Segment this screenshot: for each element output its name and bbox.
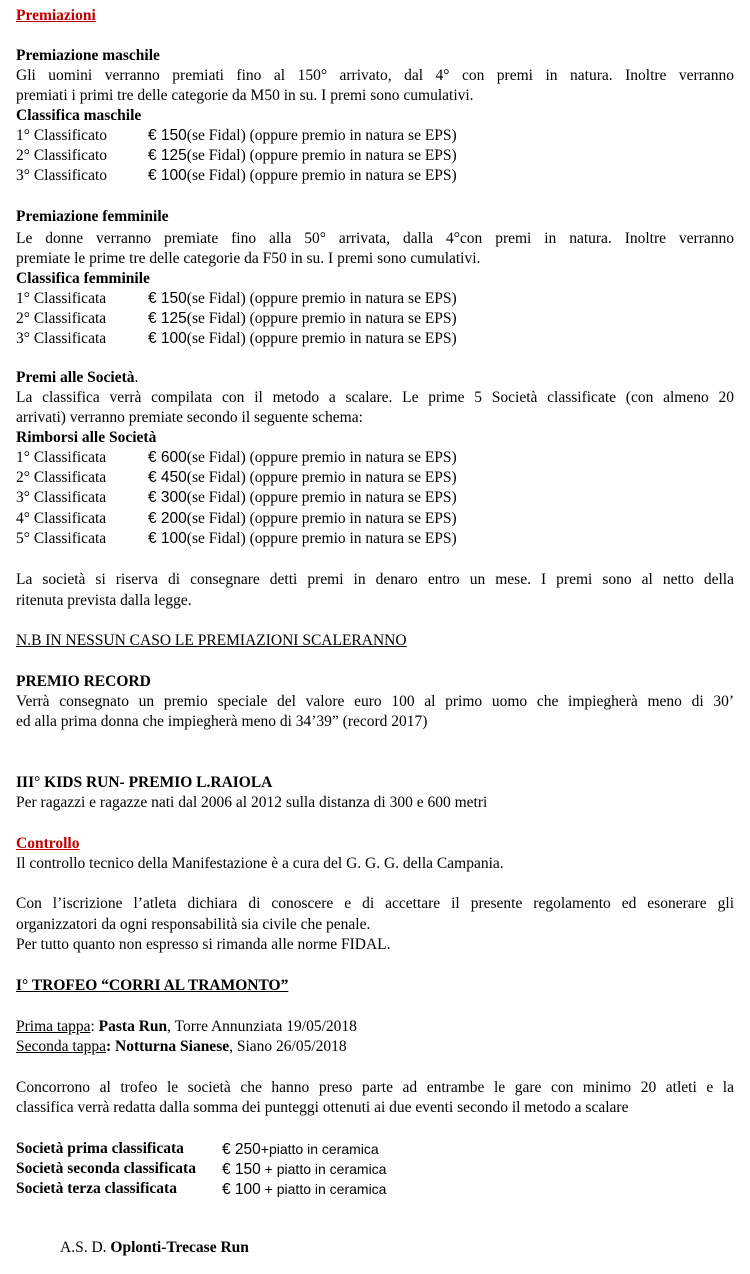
signature-prefix: A.S. D. bbox=[60, 1239, 111, 1256]
trofeo-prize-label: Società seconda classificata bbox=[16, 1160, 196, 1177]
tappa-2-sep: : bbox=[105, 1038, 115, 1055]
tappa-1 bbox=[16, 1017, 357, 1037]
prize-amount: € 450 bbox=[148, 469, 187, 486]
tappa-2-name: Notturna Sianese bbox=[115, 1038, 230, 1055]
prize-note: (se Fidal) (oppure premio in natura se EPS) bbox=[186, 147, 457, 164]
record-line1: Verrà consegnato un premio speciale del valore euro 100 al primo uomo che impiegherà meno di 30’ bbox=[16, 693, 734, 710]
nb-note: N.B IN NESSUN CASO LE PREMIAZIONI SCALERANNO bbox=[16, 632, 407, 649]
trofeo-prize-extra: + piatto in ceramica bbox=[260, 1161, 387, 1177]
tappa-1-name: Pasta Run bbox=[98, 1018, 168, 1035]
societa-title-suffix: . bbox=[134, 369, 139, 386]
tappa-2-rest: , Siano 26/05/2018 bbox=[229, 1038, 347, 1055]
riserva-line1: La società si riserva di consegnare detti premi in denaro entro un mese. I premi sono al netto della bbox=[16, 571, 734, 588]
table-row bbox=[0, 529, 750, 549]
femminile-desc-line2: premiate le prime tre delle categorie da F50 in su. I premi sono cumulativi. bbox=[16, 250, 481, 267]
tappa-1-sep: : bbox=[90, 1018, 99, 1035]
prize-amount: € 125 bbox=[148, 310, 187, 327]
prize-note: (se Fidal) (oppure premio in natura se EPS) bbox=[186, 127, 457, 144]
place-label: 1° Classificata bbox=[16, 449, 107, 466]
prize-note: (se Fidal) (oppure premio in natura se EPS) bbox=[186, 530, 457, 547]
prize-amount: € 200 bbox=[148, 510, 187, 527]
iscrizione-line1: Con l’iscrizione l’atleta dichiara di conoscere e di accettare il presente regolamento ed esonerare gli bbox=[16, 895, 734, 912]
prize-note: (se Fidal) (oppure premio in natura se EPS) bbox=[186, 310, 457, 327]
prize-amount: € 100 bbox=[148, 530, 187, 547]
table-row bbox=[0, 309, 750, 329]
trofeo-prize-amount: € 150 bbox=[222, 1161, 261, 1178]
prize-amount: € 600 bbox=[148, 449, 187, 466]
iscrizione-line3: Per tutto quanto non espresso si rimanda alle norme FIDAL. bbox=[16, 936, 391, 953]
prize-note: (se Fidal) (oppure premio in natura se EPS) bbox=[186, 469, 457, 486]
societa-desc-line1: La classifica verrà compilata con il metodo a scalare. Le prime 5 Società classificate (con almeno 20 bbox=[16, 389, 734, 406]
record-title: PREMIO RECORD bbox=[16, 673, 151, 690]
record-line2: ed alla prima donna che impiegherà meno di 34’39” (record 2017) bbox=[16, 713, 428, 730]
maschile-desc-line1: Gli uomini verranno premiati fino al 150° arrivato, dal 4° con premi in natura. Inoltre verranno bbox=[16, 67, 734, 84]
prize-note: (se Fidal) (oppure premio in natura se EPS) bbox=[186, 290, 457, 307]
prize-note: (se Fidal) (oppure premio in natura se EPS) bbox=[186, 489, 457, 506]
tappa-2-label: Seconda tappa bbox=[16, 1038, 106, 1055]
place-label: 1° Classificata bbox=[16, 290, 107, 307]
classifica-femminile-title: Classifica femminile bbox=[16, 270, 150, 287]
trofeo-prize-row bbox=[0, 1179, 750, 1199]
trofeo-prize-label: Società prima classificata bbox=[16, 1140, 184, 1157]
place-label: 2° Classificata bbox=[16, 469, 107, 486]
prize-note: (se Fidal) (oppure premio in natura se EPS) bbox=[186, 330, 457, 347]
controllo-line1: Il controllo tecnico della Manifestazione è a cura del G. G. G. della Campania. bbox=[16, 855, 504, 872]
kids-line1: Per ragazzi e ragazze nati dal 2006 al 2012 sulla distanza di 300 e 600 metri bbox=[16, 794, 488, 811]
table-row bbox=[0, 126, 750, 146]
femminile-desc-line1: Le donne verranno premiate fino alla 50° arrivata, dalla 4°con premi in natura. Inoltre verranno bbox=[16, 230, 734, 247]
table-row bbox=[0, 488, 750, 508]
femminile-title: Premiazione femminile bbox=[16, 208, 169, 225]
societa-title: Premi alle Società bbox=[16, 369, 135, 386]
trofeo-prize-extra: + piatto in ceramica bbox=[260, 1181, 387, 1197]
concorrono-line1: Concorrono al trofeo le società che hanno preso parte ad entrambe le gare con minimo 20 atleti e la bbox=[16, 1079, 734, 1096]
trofeo-prize-label: Società terza classificata bbox=[16, 1180, 177, 1197]
organizer-signature bbox=[60, 1238, 249, 1258]
place-label: 1° Classificato bbox=[16, 127, 108, 144]
prize-amount: € 150 bbox=[148, 127, 187, 144]
tappa-1-rest: , Torre Annunziata 19/05/2018 bbox=[167, 1018, 357, 1035]
iscrizione-line2: organizzatori da ogni responsabilità sia civile che penale. bbox=[16, 916, 371, 933]
table-row bbox=[0, 146, 750, 166]
prize-note: (se Fidal) (oppure premio in natura se EPS) bbox=[186, 449, 457, 466]
place-label: 4° Classificata bbox=[16, 510, 107, 527]
prize-amount: € 100 bbox=[148, 167, 187, 184]
table-row bbox=[0, 509, 750, 529]
riserva-line2: ritenuta prevista dalla legge. bbox=[16, 592, 192, 609]
rimborsi-title: Rimborsi alle Società bbox=[16, 429, 157, 446]
trofeo-prize-row bbox=[0, 1139, 750, 1159]
societa-title-line bbox=[16, 368, 138, 388]
prize-amount: € 150 bbox=[148, 290, 187, 307]
trofeo-title: I° TROFEO “CORRI AL TRAMONTO” bbox=[16, 977, 289, 994]
premiazioni-heading: Premiazioni bbox=[16, 7, 96, 24]
table-row bbox=[0, 166, 750, 186]
prize-amount: € 100 bbox=[148, 330, 187, 347]
prize-amount: € 300 bbox=[148, 489, 187, 506]
signature-name: Oplonti-Trecase Run bbox=[110, 1239, 249, 1256]
place-label: 5° Classificata bbox=[16, 530, 107, 547]
tappa-2 bbox=[16, 1037, 347, 1057]
place-label: 3° Classificata bbox=[16, 489, 107, 506]
prize-amount: € 125 bbox=[148, 147, 187, 164]
maschile-desc-line2: premiati i primi tre delle categorie da M50 in su. I premi sono cumulativi. bbox=[16, 87, 474, 104]
place-label: 2° Classificato bbox=[16, 147, 108, 164]
place-label: 3° Classificato bbox=[16, 167, 108, 184]
prize-note: (se Fidal) (oppure premio in natura se EPS) bbox=[186, 167, 457, 184]
prize-note: (se Fidal) (oppure premio in natura se EPS) bbox=[186, 510, 457, 527]
trofeo-prize-amount: € 250 bbox=[222, 1141, 261, 1158]
place-label: 2° Classificata bbox=[16, 310, 107, 327]
tappa-1-label: Prima tappa bbox=[16, 1018, 91, 1035]
concorrono-line2: classifica verrà redatta dalla somma dei punteggi ottenuti ai due eventi secondo il metodo a scalare bbox=[16, 1099, 629, 1116]
table-row bbox=[0, 448, 750, 468]
kids-title: III° KIDS RUN- PREMIO L.RAIOLA bbox=[16, 774, 273, 791]
place-label: 3° Classificata bbox=[16, 330, 107, 347]
trofeo-prize-row bbox=[0, 1159, 750, 1179]
maschile-title: Premiazione maschile bbox=[16, 47, 160, 64]
table-row bbox=[0, 329, 750, 349]
trofeo-prize-amount: € 100 bbox=[222, 1181, 261, 1198]
table-row bbox=[0, 468, 750, 488]
table-row bbox=[0, 289, 750, 309]
trofeo-prize-extra: +piatto in ceramica bbox=[260, 1141, 379, 1157]
controllo-heading: Controllo bbox=[16, 835, 80, 852]
classifica-maschile-title: Classifica maschile bbox=[16, 107, 142, 124]
societa-desc-line2: arrivati) verranno premiate secondo il seguente schema: bbox=[16, 409, 363, 426]
